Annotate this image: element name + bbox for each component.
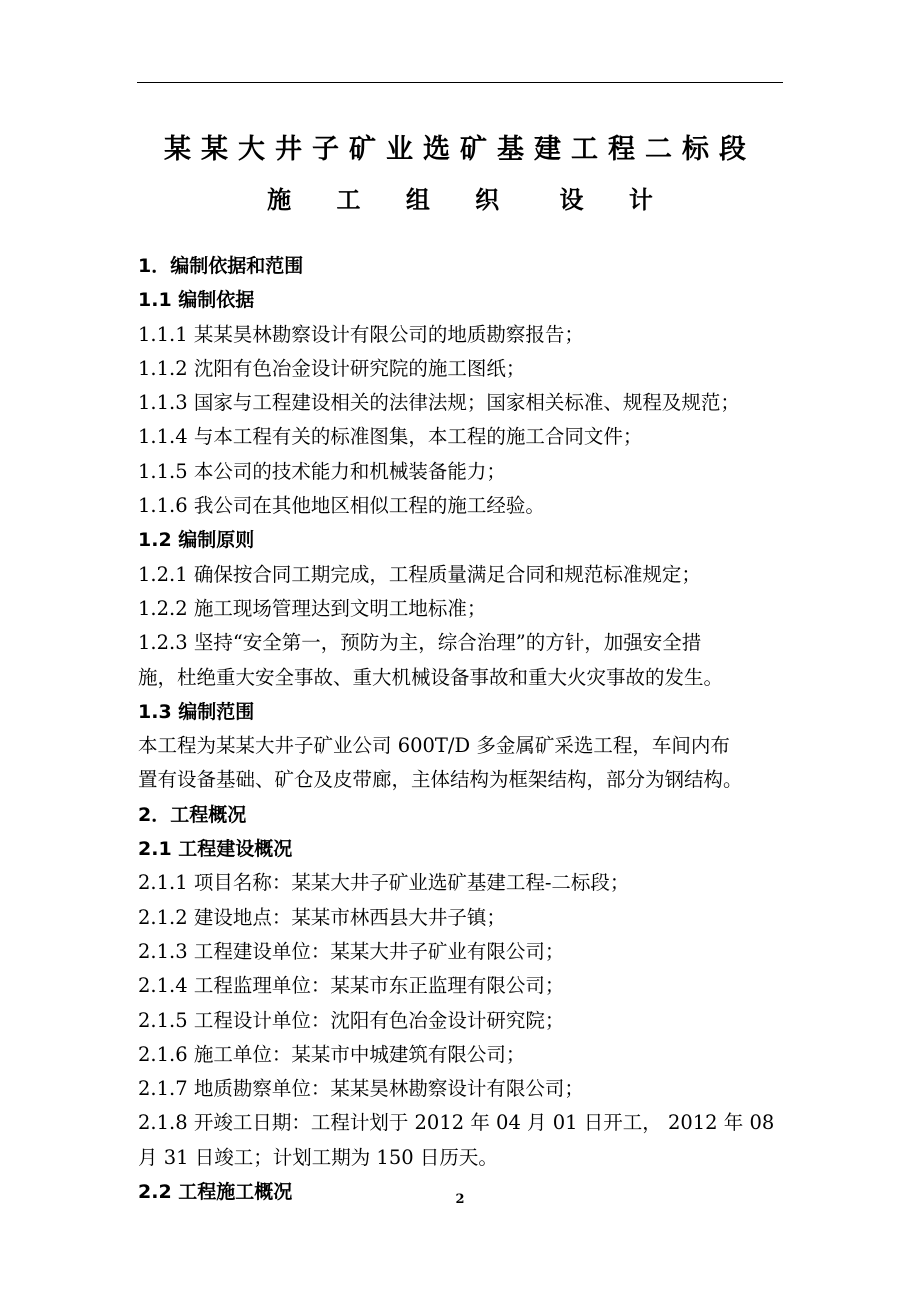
subtitle-char: 计 bbox=[628, 186, 653, 214]
body-line: 月 31 日竣工；计划工期为 150 日历天。 bbox=[138, 1145, 498, 1169]
body-line: 1.1.5 本公司的技术能力和机械装备能力； bbox=[138, 459, 506, 483]
body-line: 2.1.8 开竣工日期：工程计划于 2012 年 04 月 01 日开工， 2012 年 08 bbox=[138, 1111, 775, 1135]
body-line: 1.2.3 坚持“安全第一，预防为主，综合治理”的方针，加强安全措 bbox=[138, 631, 702, 655]
body-line: 1.2.2 施工现场管理达到文明工地标准； bbox=[138, 596, 487, 620]
section-heading: 2.1 工程建设概况 bbox=[138, 838, 293, 861]
section-heading: 1.1 编制依据 bbox=[138, 289, 255, 312]
body-line: 2.1.5 工程设计单位：沈阳有色冶金设计研究院； bbox=[138, 1008, 565, 1032]
document-subtitle bbox=[130, 180, 790, 215]
body-line: 1.1.2 沈阳有色冶金设计研究院的施工图纸； bbox=[138, 356, 526, 380]
document-body bbox=[138, 249, 788, 1209]
body-line: 2.1.2 建设地点：某某市林西县大井子镇； bbox=[138, 905, 506, 929]
body-line: 本工程为某某大井子矿业公司 600T/D 多金属矿采选工程，车间内布 bbox=[138, 734, 730, 758]
document-title: 某某大井子矿业选矿基建工程二标段 bbox=[164, 134, 756, 165]
section-heading: 1.3 编制范围 bbox=[138, 700, 255, 723]
subtitle-char: 织 bbox=[475, 186, 500, 214]
subtitle-char: 施 bbox=[267, 186, 292, 214]
body-line: 置有设备基础、矿仓及皮带廊，主体结构为框架结构，部分为钢结构。 bbox=[138, 768, 743, 792]
page-number: 2 bbox=[455, 1192, 465, 1207]
body-line: 1.1.3 国家与工程建设相关的法律法规；国家相关标准、规程及规范； bbox=[138, 391, 740, 415]
section-heading: 1．编制依据和范围 bbox=[138, 255, 304, 277]
body-line: 1.1.6 我公司在其他地区相似工程的施工经验。 bbox=[138, 494, 545, 518]
body-line: 2.1.7 地质勘察单位：某某昊林勘察设计有限公司； bbox=[138, 1077, 584, 1101]
header-rule bbox=[137, 82, 783, 83]
section-heading: 1.2 编制原则 bbox=[138, 529, 255, 552]
body-line: 2.1.4 工程监理单位：某某市东正监理有限公司； bbox=[138, 974, 565, 998]
subtitle-char: 设 bbox=[559, 186, 584, 214]
body-line: 1.1.4 与本工程有关的标准图集，本工程的施工合同文件； bbox=[138, 425, 643, 449]
section-heading: 2.2 工程施工概况 bbox=[138, 1181, 293, 1204]
body-line: 2.1.1 项目名称：某某大井子矿业选矿基建工程-二标段； bbox=[138, 871, 630, 895]
body-line: 施，杜绝重大安全事故、重大机械设备事故和重大火灾事故的发生。 bbox=[138, 665, 724, 689]
section-heading: 2．工程概况 bbox=[138, 803, 247, 826]
body-line: 2.1.3 工程建设单位：某某大井子矿业有限公司； bbox=[138, 939, 565, 963]
body-line: 2.1.6 施工单位：某某市中城建筑有限公司； bbox=[138, 1042, 526, 1066]
subtitle-char: 工 bbox=[336, 186, 361, 214]
body-line: 1.2.1 确保按合同工期完成，工程质量满足合同和规范标准规定； bbox=[138, 562, 701, 586]
subtitle-char: 组 bbox=[405, 186, 430, 214]
body-line: 1.1.1 某某昊林勘察设计有限公司的地质勘察报告； bbox=[138, 322, 584, 346]
